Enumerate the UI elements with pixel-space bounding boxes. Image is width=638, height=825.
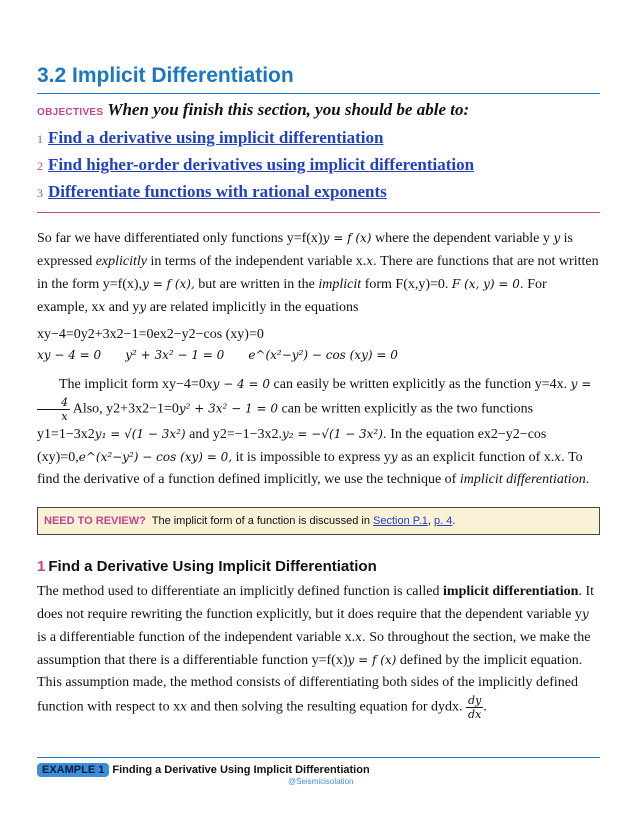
- review-label: NEED TO REVIEW?: [44, 515, 146, 527]
- text-span: In the equation ex2−y2−cos (xy)=0,: [37, 427, 547, 465]
- emphasis-text: implicit differentiation: [459, 472, 586, 487]
- objectives-list: [37, 125, 600, 206]
- section-p1-link[interactable]: Section P.1: [373, 515, 428, 527]
- text-span: but are written in the: [194, 277, 319, 292]
- text-span: So far we have differentiated only functions y=f(x): [37, 231, 323, 246]
- example-divider: [37, 757, 600, 758]
- fraction-denominator: dx: [468, 708, 482, 721]
- math-expression: y = f (x): [322, 231, 372, 245]
- equation-3: e^(x²−y²) − cos (xy) = 0: [248, 348, 398, 362]
- fraction-numerator: dy: [468, 694, 482, 707]
- text-span: can easily be written explicitly as the function y=4x.: [270, 377, 568, 392]
- section-1-heading: [37, 557, 600, 577]
- objective-number: 2: [37, 159, 43, 173]
- text-span: in terms of the independent variable x.: [147, 254, 367, 269]
- text-span: can be written explicitly as the two functions y1=1−3x2: [37, 401, 534, 442]
- text-span: as an explicit function of x.: [397, 450, 555, 465]
- math-expression: x.: [554, 450, 565, 464]
- section-1-paragraph: [37, 581, 600, 721]
- objective-number: 1: [37, 132, 43, 146]
- math-expression: y: [581, 607, 589, 621]
- equation-2: y² + 3x² − 1 = 0: [125, 348, 225, 362]
- fraction-4-over-x: [37, 396, 70, 423]
- intro-paragraph: [37, 227, 600, 319]
- watermark-text: @Seismicisolation: [288, 777, 354, 786]
- math-expression: xy − 4 = 0: [205, 377, 271, 391]
- objective-item-2[interactable]: [37, 152, 600, 179]
- text-span: So throughout the section, we make the assumption that there is a differentiable function y=f(x): [37, 630, 591, 668]
- objectives-intro: When you finish this section, you should be able to:: [107, 100, 470, 119]
- text-span: where the dependent variable y: [371, 231, 554, 246]
- title-divider: [37, 93, 600, 94]
- example-1-header: [37, 762, 370, 778]
- text-span: There are functions that are not written in the form y=f(x),: [37, 254, 599, 292]
- text-span: .: [483, 699, 487, 715]
- text-span: and y2=−1−3x2.: [185, 427, 283, 442]
- objectives-header: [37, 98, 600, 125]
- equations-rendered: [37, 345, 600, 365]
- math-expression: y: [553, 231, 561, 245]
- text-span: Also, y2+3x2−1=0: [70, 401, 179, 417]
- text-span: The method used to differentiate an implicitly defined function is called: [37, 584, 444, 599]
- math-expression: e^(x²−y²) − cos (xy) = 0,: [78, 450, 233, 464]
- math-expression: x.: [355, 630, 366, 644]
- emphasis-text: explicitly: [95, 254, 148, 269]
- page-title: 3.2 Implicit Differentiation: [37, 64, 294, 87]
- math-expression: y² + 3x² − 1 = 0: [178, 401, 278, 416]
- math-expression: y = f (x),: [142, 277, 195, 291]
- objective-number: 3: [37, 186, 43, 200]
- text-span: defined by the implicit equation. This assumption made, the method consists of differentiating both sides of the implicitly defined function with respect to x: [37, 653, 583, 715]
- example-badge: EXAMPLE 1: [37, 763, 109, 777]
- objective-item-3[interactable]: [37, 179, 600, 206]
- review-end: .: [452, 515, 456, 527]
- equation-1: xy − 4 = 0: [37, 348, 102, 362]
- objective-item-1[interactable]: [37, 125, 600, 152]
- example-equations: [37, 325, 600, 365]
- math-expression: F (x, y) = 0.: [451, 277, 524, 291]
- fraction-numerator: 4: [37, 396, 70, 410]
- text-span: .: [585, 472, 590, 487]
- objectives-divider: [37, 212, 600, 213]
- math-expression: y: [390, 450, 398, 464]
- objective-link-2[interactable]: Find higher-order derivatives using implicit differentiation: [48, 155, 475, 174]
- equations-text: xy−4=0y2+3x2−1=0ex2−y2−cos (xy)=0: [37, 327, 264, 342]
- text-span: To find the derivative of a function defined implicitly, we use the technique of: [37, 450, 583, 487]
- objective-link-3[interactable]: Differentiate functions with rational exponents: [48, 182, 387, 201]
- text-span: For example, x: [37, 277, 547, 315]
- math-expression: y₁ = √(1 − 3x²): [94, 427, 186, 441]
- math-expression: x: [98, 300, 106, 314]
- bold-term: implicit differentiation: [443, 584, 579, 599]
- text-span: The implicit form xy−4=0: [59, 377, 206, 392]
- math-expression: y =: [570, 377, 592, 391]
- emphasis-text: implicit: [318, 277, 362, 292]
- text-span: and y: [105, 300, 140, 315]
- math-expression: y = f (x): [347, 653, 397, 667]
- math-expression: y₂ = −√(1 − 3x²).: [282, 427, 387, 441]
- section-number: 1: [37, 558, 46, 575]
- page-4-link[interactable]: p. 4: [434, 515, 453, 527]
- explicit-forms-paragraph: [37, 373, 600, 491]
- objectives-label: OBJECTIVES: [37, 107, 104, 118]
- math-expression: y: [139, 300, 147, 314]
- fraction-dy-over-dx: [466, 694, 483, 721]
- math-expression: x: [180, 699, 187, 714]
- text-span: are related implicitly in the equations: [146, 300, 359, 315]
- text-span: . It does not require rewriting the function explicitly, but it does require that the dependent variable y: [37, 584, 595, 622]
- math-expression: x.: [366, 254, 377, 268]
- text-span: form F(x,y)=0.: [361, 277, 452, 292]
- objective-link-1[interactable]: Find a derivative using implicit differentiation: [48, 128, 384, 147]
- review-separator: ,: [427, 515, 435, 527]
- review-text: The implicit form of a function is discussed in: [148, 515, 374, 527]
- text-span: and then solving the resulting equation for dydx.: [186, 699, 463, 715]
- text-span: is expressed: [37, 231, 574, 269]
- need-to-review-box: [37, 507, 600, 535]
- text-span: it is impossible to express y: [232, 450, 391, 465]
- section-title: Find a Derivative Using Implicit Differentiation: [48, 558, 377, 575]
- text-span: is a differentiable function of the independent variable x.: [37, 630, 356, 645]
- fraction-denominator: x: [61, 410, 68, 423]
- page-content: [37, 62, 600, 721]
- example-title: Finding a Derivative Using Implicit Differentiation: [112, 764, 370, 776]
